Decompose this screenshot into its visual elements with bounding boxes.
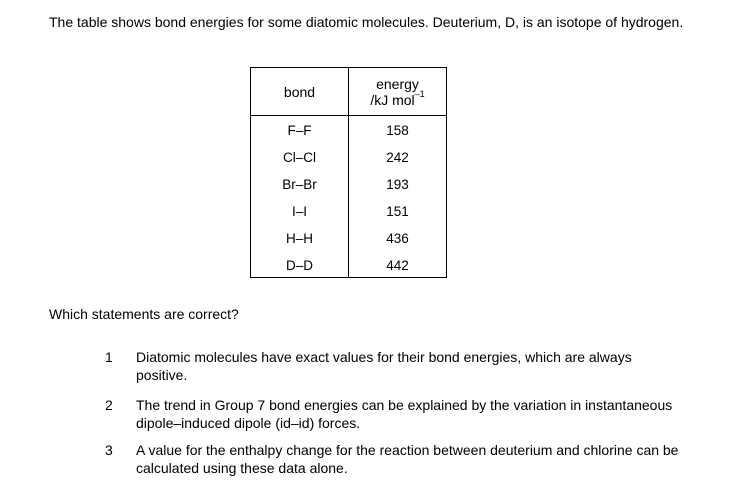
statement-text: Diatomic molecules have exact values for their bond energies, which are always positive. [136, 349, 632, 383]
table-header-divider [251, 115, 446, 116]
statement-number: 3 [105, 442, 113, 458]
statement-text: The trend in Group 7 bond energies can be explained by the variation in instantaneous dipole–induced dipole (id–id) forces. [136, 397, 673, 431]
table-cell-energy: 442 [386, 258, 409, 273]
table-cell-bond: D–D [285, 258, 313, 273]
header-energy-exponent: –1 [414, 89, 425, 100]
header-energy-unit: /kJ mol [370, 92, 415, 108]
header-energy-line2 [349, 89, 446, 108]
table-cell-bond: I–I [291, 204, 307, 219]
table-cell-bond: Br–Br [282, 177, 317, 192]
intro-text: The table shows bond energies for some diatomic molecules. Deuterium, D, is an isotope of hydrogen. [49, 14, 684, 30]
table-cell-energy: 151 [386, 204, 409, 219]
table-cell-bond: F–F [287, 123, 312, 138]
table-cell-energy: 436 [386, 231, 409, 246]
table-cell-bond: H–H [285, 231, 313, 246]
table-cell-energy: 158 [386, 123, 409, 138]
question-text: Which statements are correct? [49, 306, 239, 322]
header-energy-line1: energy [376, 76, 419, 92]
statement-number: 2 [105, 397, 113, 413]
statement-number: 1 [105, 349, 113, 365]
table-cell-energy: 193 [386, 177, 409, 192]
bond-energy-table [250, 67, 447, 278]
header-bond: bond [283, 84, 316, 100]
table-cell-energy: 242 [386, 150, 409, 165]
header-energy [349, 76, 446, 108]
table-cell-bond: Cl–Cl [282, 150, 316, 165]
statement-text: A value for the enthalpy change for the reaction between deuterium and chlorine can be calculated using these data alone. [136, 442, 679, 476]
